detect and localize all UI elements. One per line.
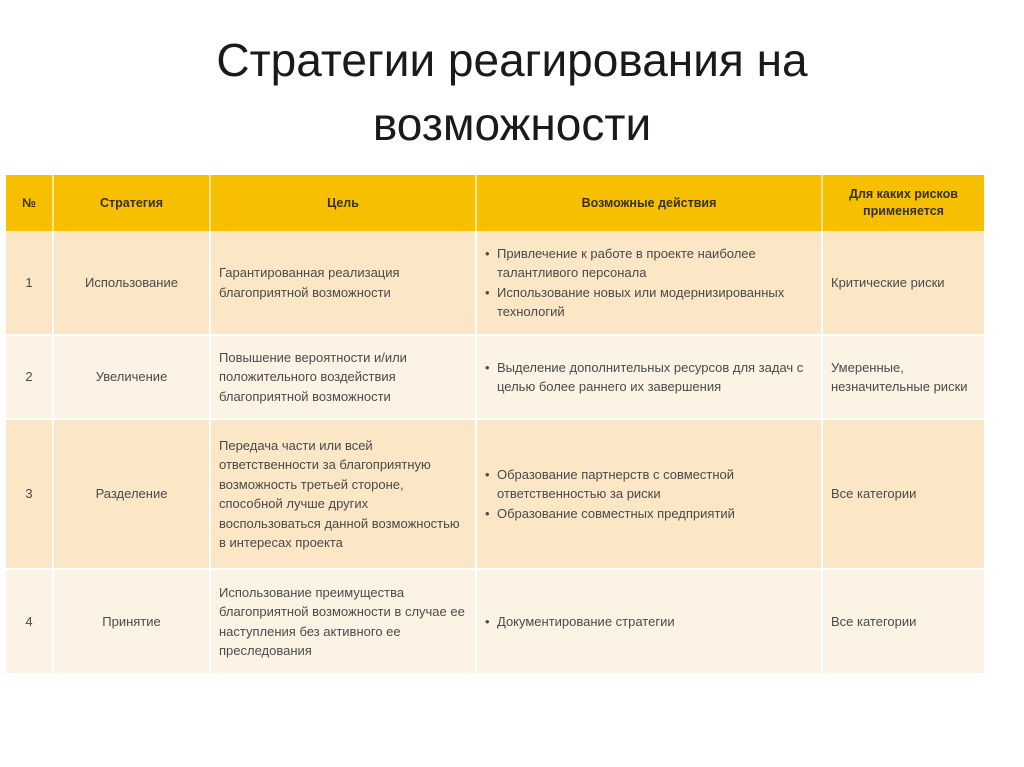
header-row [6,175,984,231]
table-row [6,419,984,569]
action-text: Образование совместных предприятий [497,505,735,521]
strategies-table [6,175,984,675]
row-goal: Повышение вероятности и/или положительного воздействия благоприятной возможности [210,335,476,419]
row-risks: Все категории [822,419,984,569]
action-item [485,358,813,397]
row-number: 2 [6,335,53,419]
action-item [485,244,813,283]
header-strategy: Стратегия [53,175,210,231]
action-text: Выделение дополнительных ресурсов для задач с целью более раннего их завершения [497,359,804,394]
header-actions: Возможные действия [476,175,822,231]
header-risks: Для каких рисков применяется [822,175,984,231]
action-text: Документирование стратегии [497,613,675,629]
bullet-icon: • [485,359,490,375]
row-actions [476,569,822,674]
action-item [485,283,813,322]
row-risks: Все категории [822,569,984,674]
header-number: № [6,175,53,231]
table-row [6,569,984,674]
row-number: 3 [6,419,53,569]
bullet-icon: • [485,284,490,300]
strategies-table-container [6,175,984,675]
actions-list [485,244,813,322]
table-body [6,231,984,674]
row-number: 1 [6,231,53,335]
table-header [6,175,984,231]
action-item [485,465,813,504]
row-actions [476,335,822,419]
row-strategy: Использование [53,231,210,335]
row-risks: Критические риски [822,231,984,335]
row-strategy: Разделение [53,419,210,569]
table-row [6,231,984,335]
slide-title [0,28,1024,156]
row-strategy: Принятие [53,569,210,674]
row-risks: Умеренные, незначительные риски [822,335,984,419]
table-row [6,335,984,419]
actions-list [485,465,813,524]
action-text: Использование новых или модернизированных технологий [497,284,785,319]
action-item [485,504,813,524]
row-strategy: Увеличение [53,335,210,419]
action-text: Образование партнерств с совместной ответственностью за риски [497,466,735,502]
bullet-icon: • [485,505,490,521]
row-goal: Передача части или всей ответственности за благоприятную возможность третьей стороне, способной лучше других воспользоваться данной возможностью в интересах проекта [210,419,476,569]
header-goal: Цель [210,175,476,231]
row-actions [476,419,822,569]
slide-title-line-2: возможности [372,98,652,150]
bullet-icon: • [485,613,490,629]
bullet-icon: • [485,245,490,261]
actions-list [485,358,813,397]
actions-list [485,612,813,632]
row-actions [476,231,822,335]
action-item [485,612,813,632]
action-text: Привлечение к работе в проекте наиболее талантливого персонала [497,245,756,280]
bullet-icon: • [485,466,490,482]
row-number: 4 [6,569,53,674]
slide-title-line-1: Стратегии реагирования на [216,34,808,86]
row-goal: Гарантированная реализация благоприятной возможности [210,231,476,335]
row-goal: Использование преимущества благоприятной возможности в случае ее наступления без активного ее преследования [210,569,476,674]
